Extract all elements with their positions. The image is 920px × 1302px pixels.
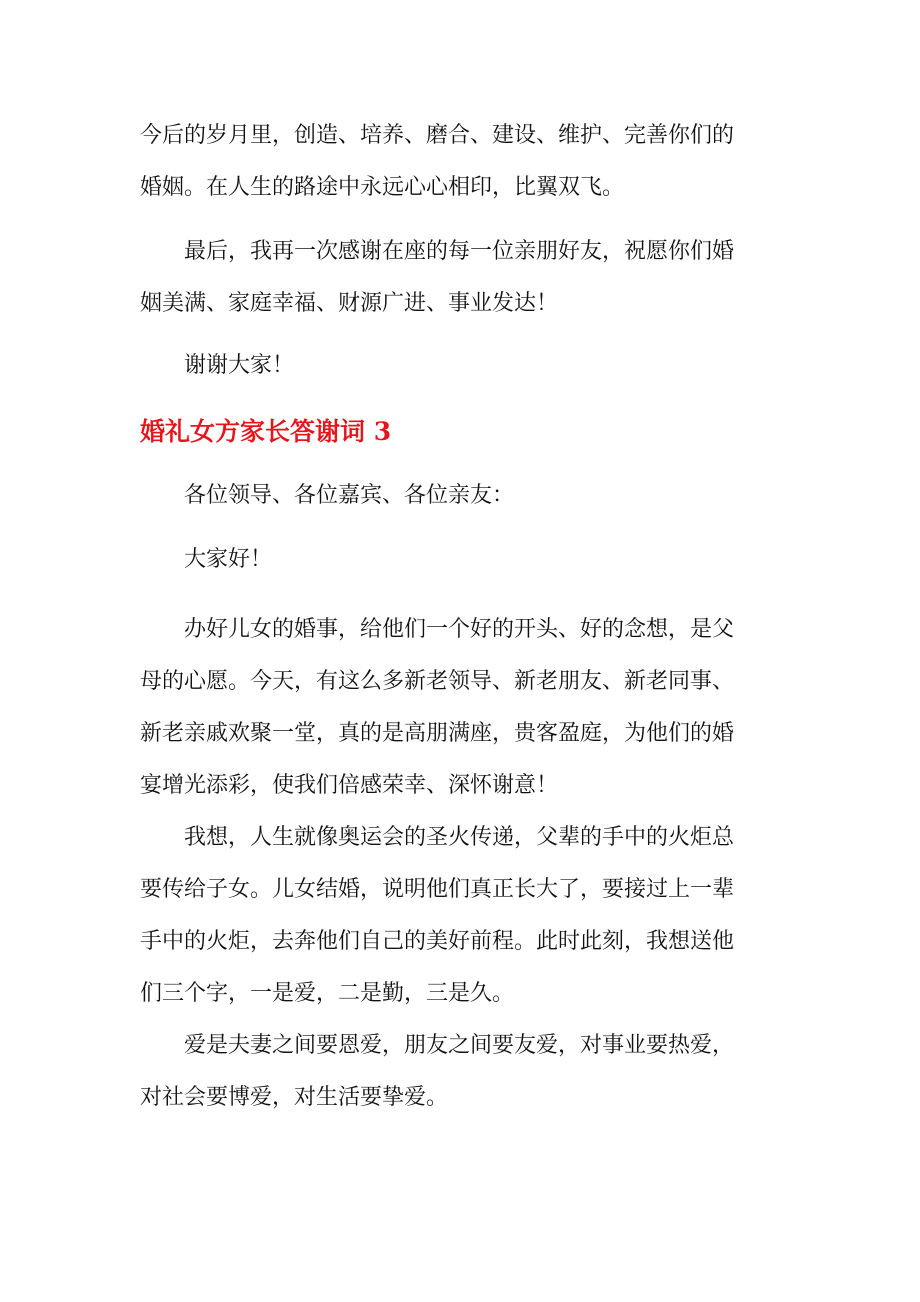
- closing-wish-paragraph: 最后，我再一次感谢在座的每一位亲朋好友，祝愿你们婚 姻美满、家庭幸福、财源广进、事业发达！: [140, 239, 735, 316]
- section-title: 婚礼女方家长答谢词 3: [140, 417, 392, 446]
- continuation-paragraph: 今后的岁月里，创造、培养、磨合、建设、维护、完善你们的 婚姻。在人生的路途中永远心心相印，比翼双飞。: [140, 123, 735, 200]
- paragraph-3: 爱是夫妻之间要恩爱，朋友之间要友爱，对事业要热爱， 对社会要博爱，对生活要挚爱。: [140, 1033, 735, 1110]
- paragraph-2: 我想，人生就像奥运会的圣火传递，父辈的手中的火炬总 要传给子女。儿女结婚，说明他们真正长大了，要接过上一辈 手中的火炬，去奔他们自己的美好前程。此时此刻，我想送他 们三个字，一是爱，二是勤，三是久。: [140, 825, 735, 1006]
- paragraph-1: 办好儿女的婚事，给他们一个好的开头、好的念想，是父 母的心愿。今天，有这么多新老领导、新老朋友、新老同事、 新老亲戚欢聚一堂，真的是高朋满座，贵客盈庭，为他们的婚 宴增光添彩，使我们倍感荣幸、深怀谢意！: [140, 617, 735, 798]
- greeting-line: 大家好！: [184, 547, 273, 572]
- thanks-line: 谢谢大家！: [184, 353, 295, 378]
- salutation-line: 各位领导、各位嘉宾、各位亲友：: [184, 483, 515, 508]
